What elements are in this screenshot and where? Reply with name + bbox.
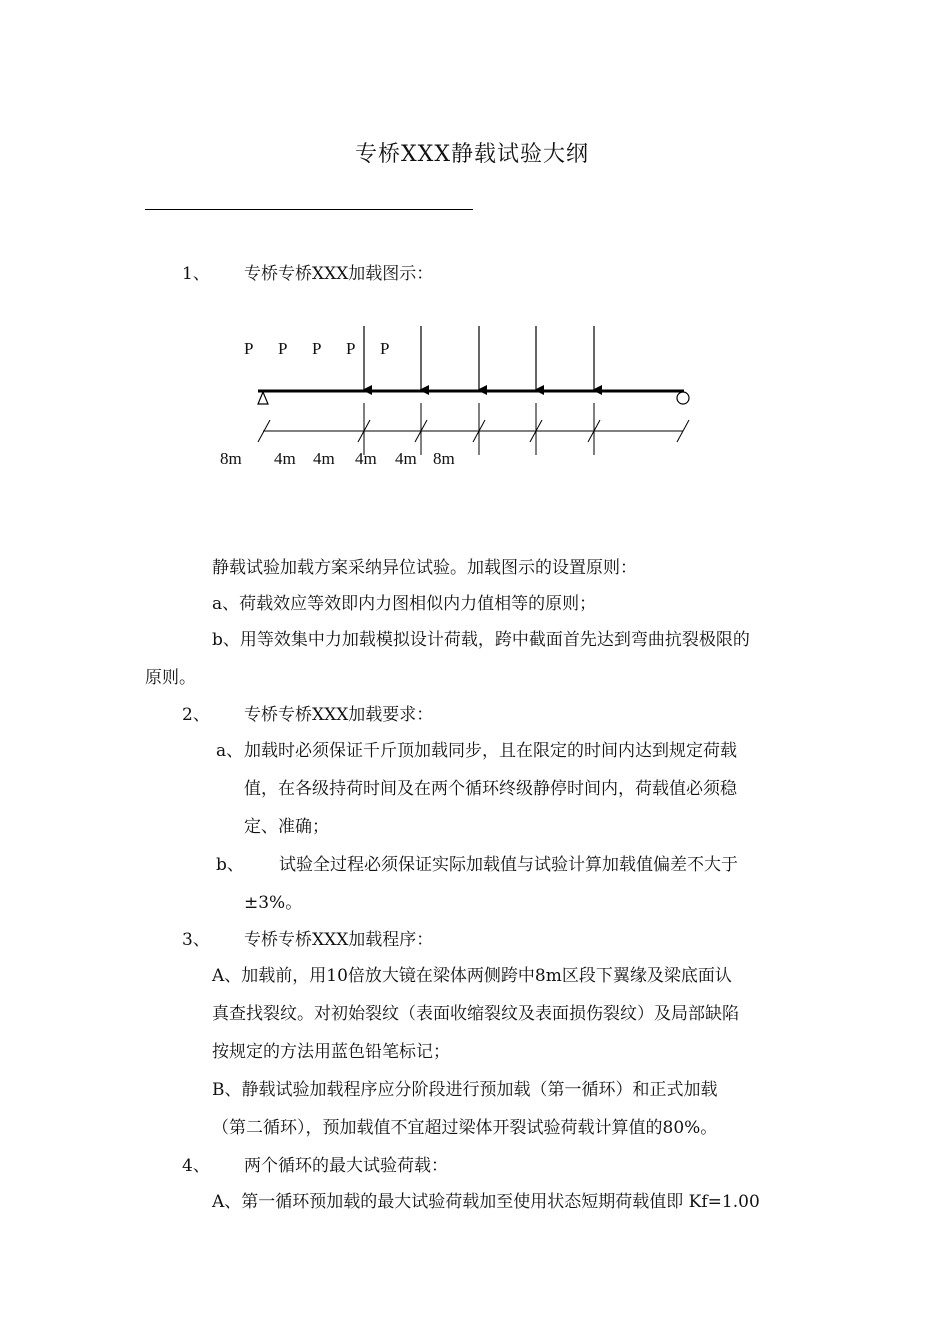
load-label-4: P [346,339,356,358]
requirement-a-line3: 定、准确； [244,817,329,837]
procedure-a-line3: 按规定的方法用蓝色铅笔标记； [212,1042,450,1062]
section-3-number: 3、 [182,930,210,950]
span-label-5: 4m [395,449,417,468]
procedure-b-line1: B、静载试验加载程序应分阶段进行预加载（第一循环）和正式加载 [212,1080,718,1100]
requirement-a-line1: 加载时必须保证千斤顶加载同步，且在限定的时间内达到规定荷载 [244,741,737,761]
span-label-4: 4m [355,449,377,468]
section-1-heading: 专桥专桥XXX加载图示： [244,264,434,284]
load-label-3: P [312,339,322,358]
principle-b-line2: 原则。 [145,668,196,688]
span-label-1: 8m [220,449,242,468]
section-2-heading: 专桥专桥XXX加载要求： [244,705,434,725]
section-3-heading: 专桥专桥XXX加载程序： [244,930,434,950]
principle-a: a、荷载效应等效即内力图相似内力值相等的原则； [212,594,597,614]
page-title: 专桥XXX静载试验大纲 [355,142,589,167]
loading-diagram [0,0,950,500]
requirement-b-label: b、 [216,855,244,875]
section-1-number: 1、 [182,264,210,284]
span-label-2: 4m [274,449,296,468]
requirement-a-label: a、 [216,741,244,761]
span-label-6: 8m [433,449,455,468]
max-load-a-line1: A、第一循环预加载的最大试验荷载加至使用状态短期荷载值即 Kf=1.00 [212,1192,760,1212]
procedure-b-line2: （第二循环），预加载值不宜超过梁体开裂试验荷载计算值的80%。 [212,1118,718,1138]
requirement-a-line2: 值，在各级持荷时间及在两个循环终级静停时间内，荷载值必须稳 [244,779,737,799]
procedure-a-line1: A、加载前，用10倍放大镜在梁体两侧跨中8m区段下翼缘及梁底面认 [212,966,732,986]
requirement-b-line1: 试验全过程必须保证实际加载值与试验计算加载值偏差不大于 [279,855,738,875]
load-label-2: P [278,339,288,358]
procedure-a-line2: 真查找裂纹。对初始裂纹（表面收缩裂纹及表面损伤裂纹）及局部缺陷 [212,1004,739,1024]
intro-paragraph: 静载试验加载方案采纳异位试验。加载图示的设置原则： [212,558,637,578]
section-2-number: 2、 [182,705,210,725]
dimension-ticks [364,403,594,455]
roller-support-icon [677,392,689,404]
load-label-1: P [244,339,254,358]
load-label-5: P [380,339,390,358]
principle-b-line1: b、用等效集中力加载模拟设计荷载，跨中截面首先达到弯曲抗裂极限的 [212,630,750,650]
section-4-heading: 两个循环的最大试验荷载： [244,1156,448,1176]
requirement-b-line2: ±3%。 [244,893,303,913]
span-label-3: 4m [313,449,335,468]
section-4-number: 4、 [182,1156,210,1176]
pin-support-icon [258,392,268,404]
